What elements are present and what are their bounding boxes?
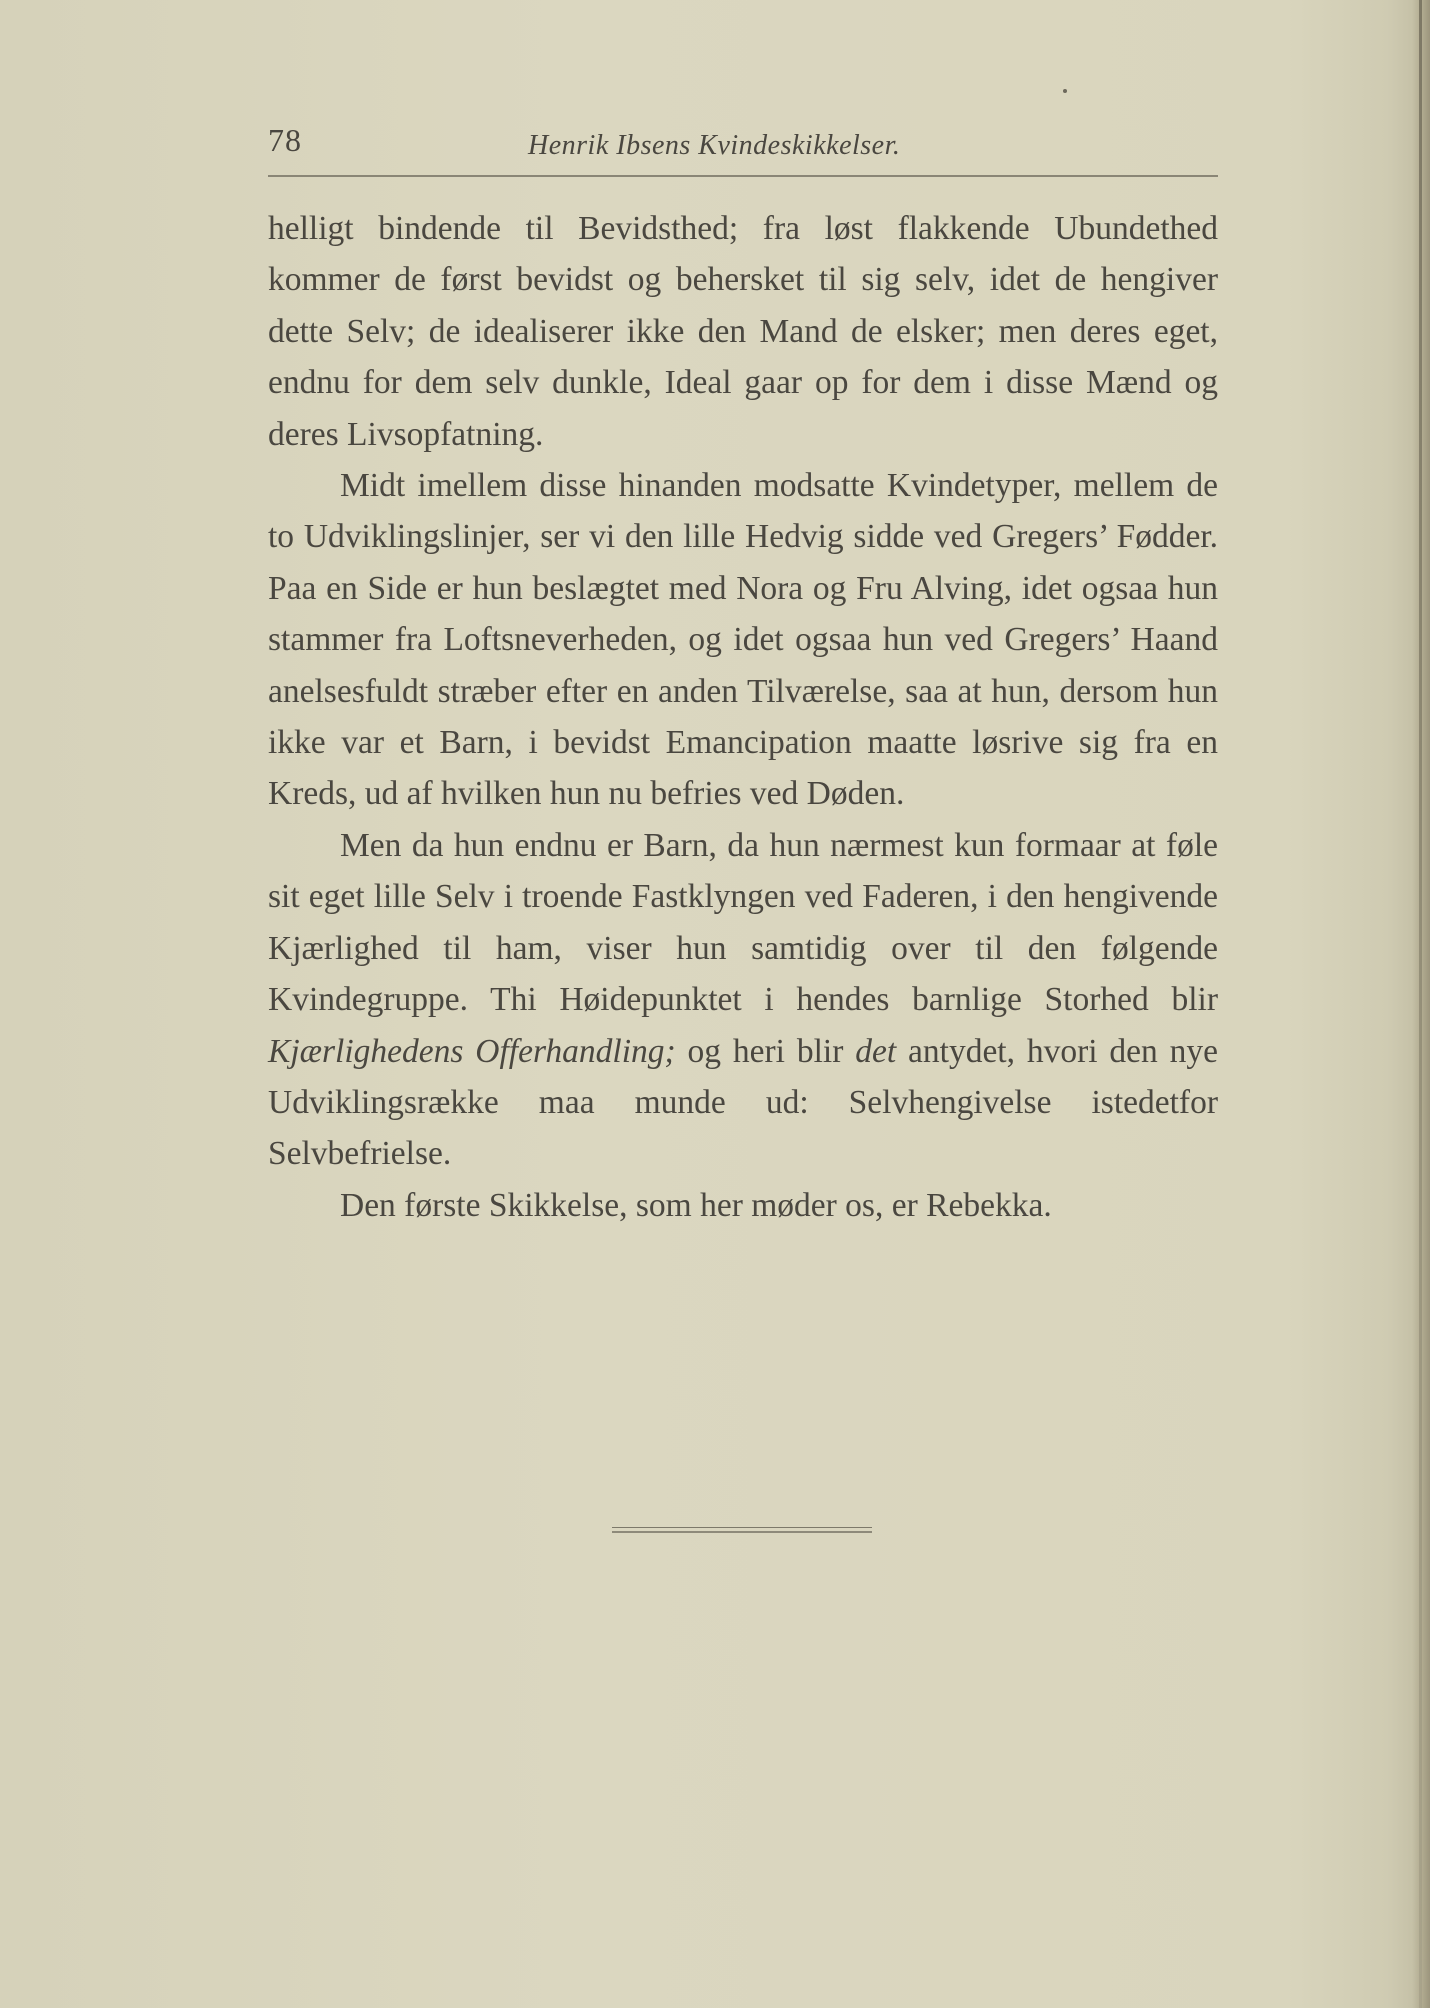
paragraph-4: Den første Skikkelse, som her møder os, er Rebekka. [340,1186,1052,1224]
paragraph-3 [268,820,1218,1180]
paragraph-3-text-a: Men da hun endnu er Barn, da hun nærmest kun formaar at føle sit eget lille Selv i troende Fastklyngen ved Faderen, i den hengivende Kjærlighed til ham, viser hun samtidig over til den følgende Kvindegruppe. Thi Høidepunktet i hendes barnlige Storhed blir [268,826,1218,1019]
ink-speck [1063,89,1067,93]
end-rule-line-bottom [612,1531,872,1533]
body-text [268,203,1218,1231]
paragraph-3-text-c: antydet, hvori den nye Udviklingsrække maa munde ud: Selvhengivelse istedetfor Selvbefrielse. [268,1032,1219,1173]
paragraph-3-emphasis-1: Kjærlighedens Offerhandling; [268,1032,676,1070]
page-header [268,122,1218,172]
paragraph-2: Midt imellem disse hinanden modsatte Kvindetyper, mellem de to Udviklingslinjer, ser vi den lille Hedvig sidde ved Gregers’ Fødder. Paa en Side er hun beslægtet med Nora og Fru Alving, idet ogsaa hun stammer fra Loftsneverheden, og idet ogsaa hun ved Gregers’ Haand anelsesfuldt stræber efter en anden Tilværelse, saa at hun, dersom hun ikke var et Barn, i bevidst Emancipation maatte løsrive sig fra en Kreds, ud af hvilken hun nu befries ved Døden. [268,467,1218,813]
paragraph-3-emphasis-2: det [855,1032,897,1070]
running-head: Henrik Ibsens Kvindeskikkelser. [528,130,901,161]
paragraph-1: helligt bindende til Bevidsthed; fra løst flakkende Ubundethed kommer de først bevidst og behersket til sig selv, idet de hengiver dette Selv; de idealiserer ikke den Mand de elsker; men deres eget, endnu for dem selv dunkle, Ideal gaar op for dem i disse Mænd og deres Livsopfatning. [268,210,1218,453]
page-edge-line [1419,0,1422,2008]
paragraph-3-text-b: og heri blir [687,1032,844,1070]
header-rule [268,175,1218,177]
end-rule-line-top [612,1527,872,1528]
page-number: 78 [268,122,302,158]
section-end-rule [612,1527,872,1533]
